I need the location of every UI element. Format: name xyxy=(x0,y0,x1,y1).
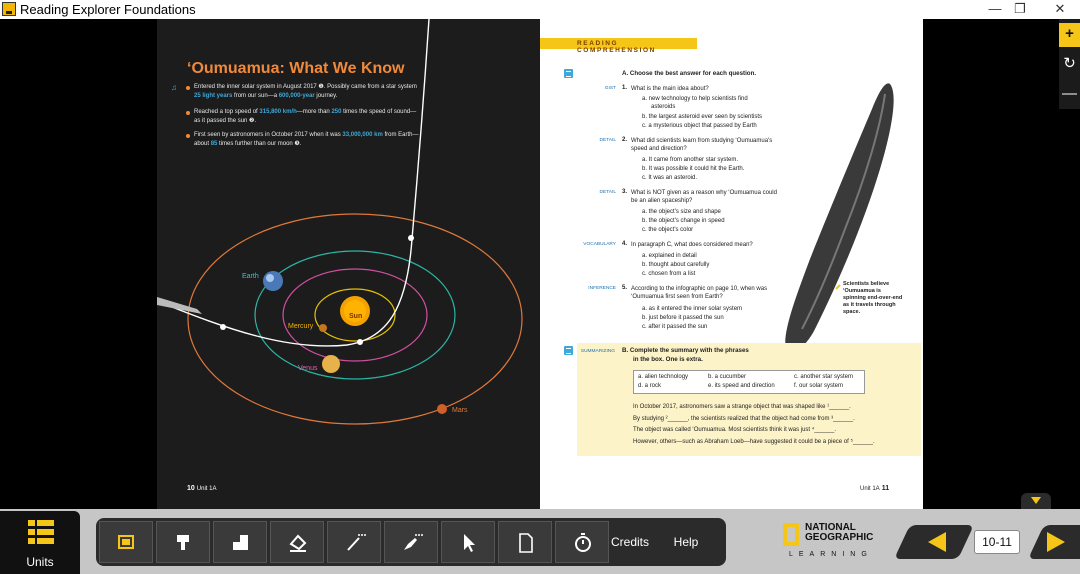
question-tag: VOCABULARY xyxy=(583,242,616,247)
next-arrow-icon xyxy=(1047,532,1065,552)
audio-icon[interactable]: ♫ xyxy=(171,83,177,92)
word-option: e. its speed and direction xyxy=(708,383,775,389)
question-tag: DETAIL xyxy=(599,190,616,195)
mask-icon xyxy=(228,530,254,556)
answer-option[interactable]: a. as it entered the inner solar system xyxy=(642,306,743,312)
marker-1 xyxy=(408,235,414,241)
reading-comprehension-banner: READING COMPREHENSION xyxy=(540,38,697,49)
summary-line: The object was called ‘Oumuamua. Most scientists think it was just ⁴______. xyxy=(633,427,837,433)
section-a-icon[interactable] xyxy=(564,69,573,78)
mask-button[interactable] xyxy=(213,521,267,563)
mars-label: Mars xyxy=(452,407,468,414)
highlighter-button[interactable] xyxy=(156,521,210,563)
summary-line: By studying ²______, the scientists realized that the object had come from ³______. xyxy=(633,416,855,422)
gallery-button[interactable] xyxy=(99,521,153,563)
question-number: 4. xyxy=(622,241,628,247)
question-tag: INFERENCE xyxy=(588,286,616,291)
app-icon xyxy=(2,2,16,16)
zoom-out-button[interactable]: — xyxy=(1062,85,1077,102)
section-b-subheading: in the box. One is extra. xyxy=(633,356,703,363)
answer-option[interactable]: b. thought about carefully xyxy=(642,262,710,268)
answer-option[interactable]: c. It was an asteroid. xyxy=(642,175,698,181)
timer-icon xyxy=(570,530,596,556)
word-option: a. alien technology xyxy=(638,374,689,380)
left-page xyxy=(157,19,540,509)
section-b-heading: B. Complete the summary with the phrases xyxy=(622,347,749,354)
question-text: In paragraph C, what does considered mean? xyxy=(631,242,753,248)
page-icon xyxy=(513,530,539,556)
word-option: c. another star system xyxy=(794,374,854,380)
answer-option[interactable]: a. new technology to help scientists find xyxy=(642,96,748,102)
answer-option[interactable]: asteroids xyxy=(651,104,676,110)
zoom-in-button[interactable]: + xyxy=(1059,23,1080,47)
summary-line: In October 2017, astronomers saw a strange object that was shaped like ¹______. xyxy=(633,404,851,410)
word-option: f. our solar system xyxy=(794,383,844,389)
reset-button[interactable]: ↻ xyxy=(1063,55,1076,72)
units-list-icon xyxy=(28,520,54,544)
venus-label: Venus xyxy=(298,365,318,372)
fact-bullet: Reached a top speed of 315,800 km/h—more than 250 times the speed of sound—as it passed the sun ❷. xyxy=(194,108,419,126)
section-b-tag: SUMMARIZING xyxy=(580,349,615,354)
pointer-button[interactable] xyxy=(441,521,495,563)
mars-icon xyxy=(437,404,447,414)
answer-option[interactable]: b. the largest asteroid ever seen by scientists xyxy=(642,114,763,120)
answer-option[interactable]: c. chosen from a list xyxy=(642,271,696,277)
sun-label: Sun xyxy=(349,313,363,320)
eraser-icon xyxy=(285,530,311,556)
question-text: What did scientists learn from studying ‘Oumuamua's speed and direction? xyxy=(631,138,773,152)
restore-button[interactable]: ❐ xyxy=(1014,1,1026,16)
national-geographic-logo: NATIONAL GEOGRAPHIC LEARNING xyxy=(783,522,883,562)
question-number: 3. xyxy=(622,189,628,195)
book-stage xyxy=(0,19,1080,509)
gallery-icon xyxy=(114,530,140,556)
ng-frame-icon xyxy=(783,523,799,546)
word-option: d. a rock xyxy=(638,383,662,389)
question-number: 1. xyxy=(622,85,628,91)
menu-toggle-button[interactable] xyxy=(1021,493,1051,509)
mercury-label: Mercury xyxy=(288,323,314,330)
window-title: Reading Explorer Foundations xyxy=(20,2,196,17)
pen-icon xyxy=(342,530,368,556)
mercury-icon xyxy=(319,324,327,332)
pen-button[interactable] xyxy=(327,521,381,563)
minimize-button[interactable]: — xyxy=(988,1,1002,16)
earth-label: Earth xyxy=(242,273,259,280)
credits-button[interactable]: Credits xyxy=(610,535,649,549)
help-button[interactable]: Help xyxy=(673,535,699,549)
marker-pen-button[interactable] xyxy=(384,521,438,563)
answer-option[interactable]: c. the object's color xyxy=(642,227,694,233)
answer-option[interactable]: c. a mysterious object that passed by Earth xyxy=(642,123,757,129)
right-page-footer: Unit 1A 11 xyxy=(860,485,890,492)
illustration-caption: Scientists believe ‘Oumuamua is spinning end-over-end as it travels through space. xyxy=(843,281,903,315)
page-button[interactable] xyxy=(498,521,552,563)
venus-icon xyxy=(322,355,340,373)
section-a-heading: A. Choose the best answer for each question. xyxy=(622,70,757,77)
highlighter-icon xyxy=(171,530,197,556)
question-text: According to the infographic on page 10, when was ‘Oumuamua first seen from Earth? xyxy=(631,286,768,300)
answer-option[interactable]: b. the object's change in speed xyxy=(642,218,725,224)
right-page xyxy=(540,19,923,509)
close-button[interactable]: ✕ xyxy=(1054,1,1066,16)
main-toolbar xyxy=(96,518,726,566)
title-bar xyxy=(0,0,1080,19)
answer-option[interactable]: b. It was possible it could hit the Earth. xyxy=(642,166,745,172)
summary-line: However, others—such as Abraham Loeb—have suggested it could be a piece of ⁵______. xyxy=(633,439,875,445)
question-text: What is the main idea about? xyxy=(631,86,709,92)
units-button[interactable] xyxy=(0,511,80,574)
oumuamua-object-icon xyxy=(157,297,202,314)
units-label: Units xyxy=(26,555,54,569)
answer-option[interactable]: b. just before it passed the sun xyxy=(642,315,724,321)
eraser-button[interactable] xyxy=(270,521,324,563)
timer-button[interactable] xyxy=(555,521,609,563)
answer-option[interactable]: c. after it passed the sun xyxy=(642,324,708,330)
word-option: b. a cucumber xyxy=(708,374,747,380)
page-title: ‘Oumuamua: What We Know xyxy=(187,60,405,77)
marker-pen-icon xyxy=(399,530,425,556)
marker-2 xyxy=(357,339,363,345)
marker-3 xyxy=(220,324,226,330)
earth-icon xyxy=(263,271,283,291)
question-number: 5. xyxy=(622,285,628,291)
pointer-icon xyxy=(456,530,482,556)
answer-option[interactable]: a. the object's size and shape xyxy=(642,209,721,215)
question-tag: GIST xyxy=(604,86,616,91)
fact-bullet: First seen by astronomers in October 2017 when it was 33,000,000 km from Earth—about 85 times further than our moon ❸. xyxy=(194,132,419,147)
question-text: What is NOT given as a reason why ‘Oumuamua could be an alien spaceship? xyxy=(631,190,777,204)
question-tag: DETAIL xyxy=(599,138,616,143)
page-number-field[interactable]: 10-11 xyxy=(974,530,1020,554)
fact-bullet: Entered the inner solar system in August 2017 ❶. Possibly came from a star system 25 light years from our sun—a 600,000-year journey. xyxy=(194,83,419,101)
left-page-footer: 10 Unit 1A xyxy=(187,485,217,492)
word-box xyxy=(633,370,865,394)
answer-option[interactable]: a. explained in detail xyxy=(642,253,697,259)
previous-arrow-icon xyxy=(928,532,946,552)
zoom-toolbar xyxy=(1059,19,1080,109)
question-number: 2. xyxy=(622,137,628,143)
answer-option[interactable]: a. It came from another star system. xyxy=(642,157,739,163)
